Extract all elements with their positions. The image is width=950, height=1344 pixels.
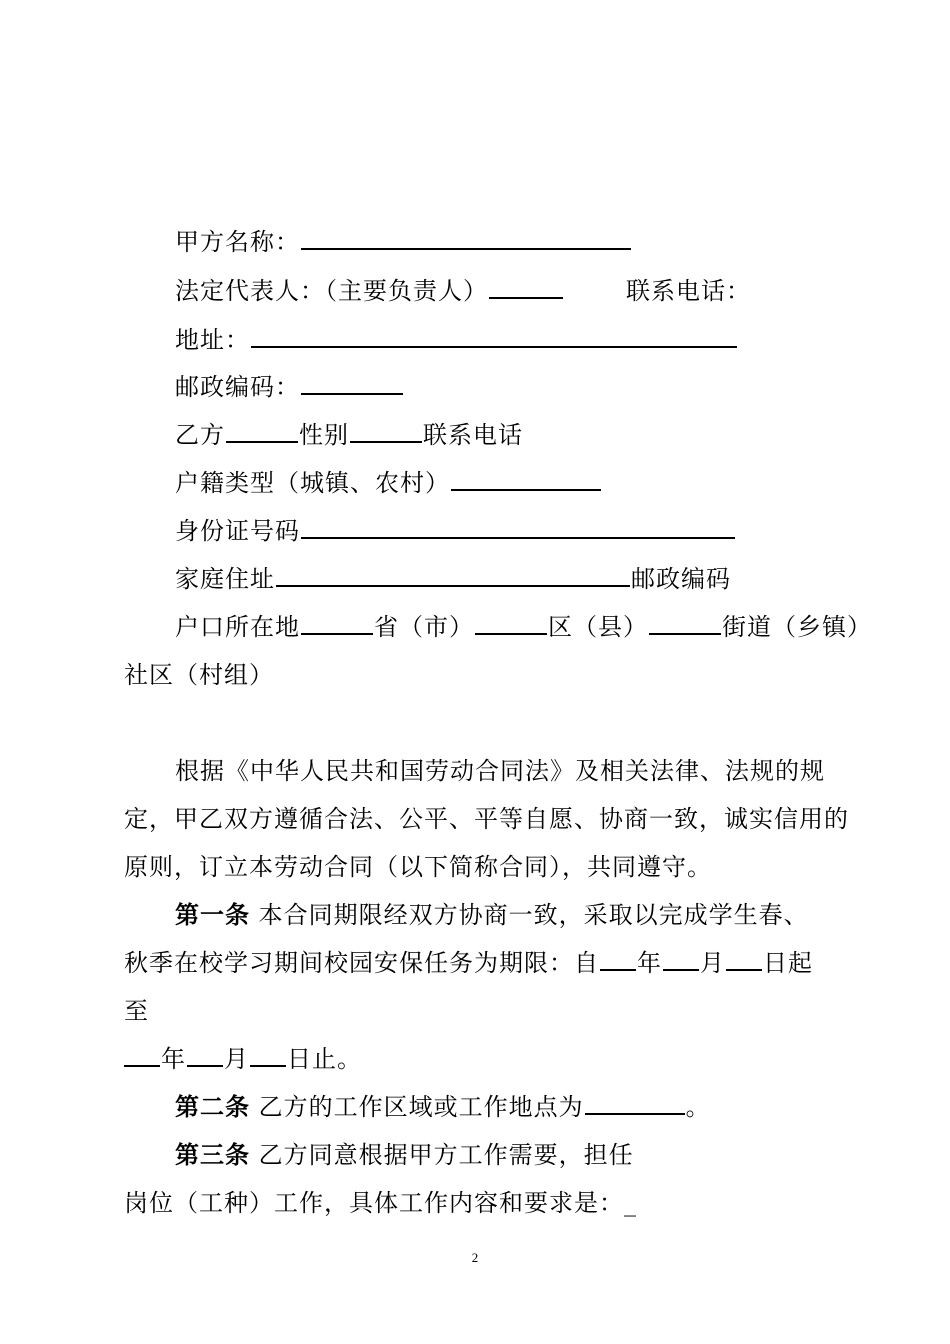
party-b-gender-label: 性别: [299, 421, 349, 449]
household-type-label: 户籍类型（城镇、农村）: [175, 469, 450, 497]
article-1-text-2: 秋季在校学习期间校园安保任务为期限：自: [124, 949, 599, 977]
end-month-blank[interactable]: [187, 1043, 223, 1067]
article-3-title: 第三条: [175, 1140, 250, 1169]
party-a-postal-label: 邮政编码：: [175, 373, 300, 401]
street-label: 街道（乡镇）: [722, 613, 872, 641]
id-number-blank[interactable]: [301, 515, 735, 539]
party-b-gender-blank[interactable]: [350, 419, 422, 443]
article-1-line-1: [175, 899, 809, 931]
home-address-line: [175, 563, 731, 595]
party-a-address-blank[interactable]: [251, 324, 737, 348]
article-1-title: 第一条: [175, 900, 250, 929]
end-day-blank[interactable]: [250, 1043, 286, 1067]
household-type-line: [175, 467, 602, 499]
end-day-label: 日止。: [287, 1045, 362, 1073]
party-a-postal-line: [175, 371, 404, 403]
community-label: 社区（村组）: [124, 661, 274, 689]
party-b-line: [175, 419, 523, 451]
party-b-phone-label: 联系电话: [423, 421, 523, 449]
province-label: 省（市）: [374, 613, 474, 641]
article-2-text: 乙方的工作区域或工作地点为: [258, 1093, 584, 1121]
article-1-line-4: [124, 1043, 362, 1075]
party-b-postal-label: 邮政编码: [631, 565, 731, 593]
start-month-blank[interactable]: [663, 947, 699, 971]
household-type-blank[interactable]: [451, 467, 601, 491]
id-number-label: 身份证号码: [175, 517, 300, 545]
article-3-trail: _: [624, 1189, 637, 1217]
article-1-line-3: [124, 995, 149, 1027]
end-month-label: 月: [224, 1045, 249, 1073]
home-address-label: 家庭住址: [175, 565, 275, 593]
legal-rep-line: [175, 275, 751, 307]
district-label: 区（县）: [548, 613, 648, 641]
start-year-blank[interactable]: [600, 947, 636, 971]
article-3-text-2: 岗位（工种）工作，具体工作内容和要求是：: [124, 1189, 624, 1217]
party-a-name-label: 甲方名称：: [175, 228, 300, 256]
article-1-line-2: [124, 947, 813, 979]
article-2-line: [175, 1091, 711, 1123]
start-day-label: 日起: [763, 949, 813, 977]
id-number-line: [175, 515, 736, 547]
end-year-blank[interactable]: [124, 1043, 160, 1067]
article-3-line-1: [175, 1139, 634, 1171]
hukou-street-blank[interactable]: [649, 611, 721, 635]
preamble-line-3: 原则，订立本劳动合同（以下简称合同），共同遵守。: [124, 853, 712, 881]
work-location-blank[interactable]: [585, 1091, 685, 1115]
preamble-line-2: 定，甲乙双方遵循合法、公平、平等自愿、协商一致，诚实信用的: [124, 805, 849, 833]
legal-rep-label: 法定代表人：（主要负责人）: [175, 277, 488, 305]
party-b-label: 乙方: [175, 421, 225, 449]
party-a-address-line: [175, 324, 738, 356]
page-number: 2: [471, 1250, 479, 1265]
party-b-name-blank[interactable]: [226, 419, 298, 443]
party-a-address-label: 地址：: [175, 326, 250, 354]
party-a-name-line: [175, 226, 632, 258]
article-2-title: 第二条: [175, 1092, 250, 1121]
article-3-text-1: 乙方同意根据甲方工作需要，担任: [258, 1141, 634, 1169]
article-2-end: 。: [685, 1093, 711, 1121]
community-line: [124, 659, 274, 691]
party-a-phone-label: 联系电话：: [626, 277, 751, 305]
home-address-blank[interactable]: [276, 563, 630, 587]
article-1-text-1: 本合同期限经双方协商一致，采取以完成学生春、: [258, 901, 809, 929]
article-3-line-2: [124, 1187, 637, 1219]
legal-rep-blank[interactable]: [489, 275, 563, 299]
start-day-blank[interactable]: [726, 947, 762, 971]
hukou-province-blank[interactable]: [301, 611, 373, 635]
hukou-label: 户口所在地: [175, 613, 300, 641]
preamble-line-1: 根据《中华人民共和国劳动合同法》及相关法律、法规的规: [175, 757, 825, 785]
start-year-label: 年: [637, 949, 662, 977]
hukou-line: [175, 611, 872, 643]
party-a-name-blank[interactable]: [301, 226, 631, 250]
end-year-label: 年: [161, 1045, 186, 1073]
article-1-to: 至: [124, 997, 149, 1025]
start-month-label: 月: [700, 949, 725, 977]
hukou-district-blank[interactable]: [475, 611, 547, 635]
party-a-postal-blank[interactable]: [301, 371, 403, 395]
